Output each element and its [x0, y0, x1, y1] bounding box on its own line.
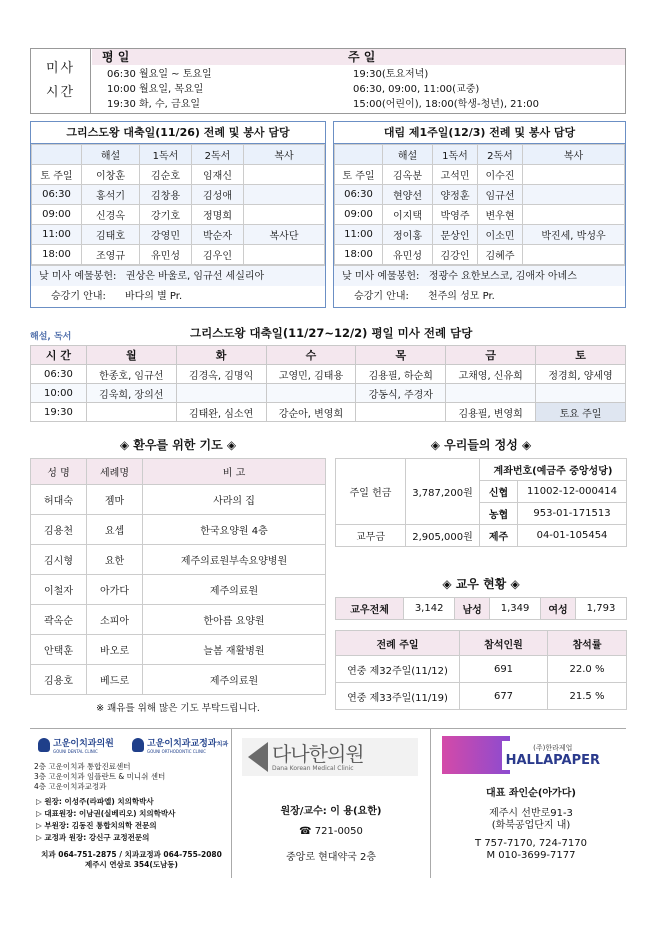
cell	[523, 245, 625, 265]
cell: 요한	[87, 545, 143, 575]
table-row	[31, 485, 326, 515]
staff-line: ▷ 대표원장: 이남권(실베리오) 치의학박사	[36, 809, 176, 818]
cell: 11:00	[335, 225, 383, 245]
cell: 소피아	[87, 605, 143, 635]
offering-note	[334, 265, 625, 286]
cell: 안택훈	[31, 635, 87, 665]
cell: 김용필, 하순희	[356, 365, 446, 384]
clinic-logo-icon	[248, 742, 268, 772]
offering-value: 권상은 바울로, 임규선 세실리아	[125, 271, 265, 282]
paper-mobile: M 010-3699-7177	[486, 850, 576, 861]
cell: 변우현	[478, 205, 523, 225]
table-row	[32, 165, 325, 185]
dues-label: 교무금	[336, 525, 406, 547]
weekday-header: 평 일	[92, 49, 338, 65]
cell: 곽옥순	[31, 605, 87, 635]
cell: 바오로	[87, 635, 143, 665]
cell: 베드로	[87, 665, 143, 695]
table-row	[31, 384, 626, 403]
table-row	[32, 205, 325, 225]
weekday-line: 19:30 화, 수, 금요일	[107, 99, 201, 110]
table-row	[336, 656, 627, 683]
cell	[523, 165, 625, 185]
sunday-offering-label: 주일 헌금	[336, 459, 406, 525]
cell: 10:00	[31, 384, 87, 403]
bank-name: 신협	[480, 481, 518, 503]
table-row	[31, 365, 626, 384]
cell: 김태완, 심소연	[176, 403, 266, 422]
table-row	[31, 605, 326, 635]
cell: 이수진	[478, 165, 523, 185]
tooth-icon	[132, 738, 144, 752]
cell: 이소민	[478, 225, 523, 245]
table-row	[32, 185, 325, 205]
col-header: 비 고	[143, 459, 326, 485]
mass-time-box	[30, 48, 626, 114]
cell	[523, 185, 625, 205]
cell: 김용필, 변영희	[446, 403, 536, 422]
cell: 06:30	[335, 185, 383, 205]
cell: 정명희	[192, 205, 244, 225]
dental-floors	[34, 762, 165, 792]
cell: 09:00	[335, 205, 383, 225]
floor-line: 3층 고운이치과 임플란트 & 미니쉬 센터	[34, 772, 166, 781]
col-header: 2독서	[192, 145, 244, 165]
cell: 강영민	[140, 225, 192, 245]
cell: 요셉	[87, 515, 143, 545]
hymn-note	[31, 286, 325, 307]
cell: 김경옥, 김명익	[176, 365, 266, 384]
paper-logo	[442, 736, 612, 774]
members-title: ◈ 교우 현황 ◈	[442, 577, 520, 591]
account-header: 계좌번호(예금주 중앙성당)	[480, 459, 627, 481]
col-header: 월	[86, 346, 176, 365]
cell: 22.0 %	[548, 656, 627, 683]
dental-phone: 치과 064-751-2875 / 치과교정과 064-755-2080	[41, 850, 222, 859]
table-row	[31, 545, 326, 575]
cell: 제주의료원	[143, 665, 326, 695]
offering-label: 낮 미사 예물봉헌:	[342, 271, 420, 282]
clinic-name-en: Dana Korean Medical Clinic	[272, 764, 354, 772]
bank-name: 농협	[480, 503, 518, 525]
offering-note	[31, 265, 325, 286]
cell: 김시형	[31, 545, 87, 575]
col-header: 1독서	[433, 145, 478, 165]
cell: 김욱희, 장의선	[86, 384, 176, 403]
cell	[446, 384, 536, 403]
dental-logo-1-en: GOUNI DENTAL CLINIC	[53, 749, 98, 754]
cell: 허대숙	[31, 485, 87, 515]
col-header: 참석률	[548, 631, 627, 656]
table-row	[335, 205, 625, 225]
ads-divider	[231, 728, 232, 878]
cell: 토 주일	[335, 165, 383, 185]
col-header: 복사	[523, 145, 625, 165]
cell: 연중 제33주일(11/19)	[336, 683, 460, 710]
cell	[86, 403, 176, 422]
hymn-note	[334, 286, 625, 307]
table-row	[32, 245, 325, 265]
cell: 김순호	[140, 165, 192, 185]
weekday-title: 그리스도왕 대축일(11/27~12/2) 평일 미사 전례 담당	[190, 326, 473, 340]
account-number: 953-01-171513	[518, 503, 627, 525]
dues-amount: 2,905,000원	[406, 525, 480, 547]
cell	[176, 384, 266, 403]
table-row	[335, 165, 625, 185]
cell: 박영주	[433, 205, 478, 225]
prayer-table	[30, 458, 326, 695]
account-number: 11002-12-000414	[518, 481, 627, 503]
mass-label-2: 시간	[45, 85, 76, 100]
sunday-header: 주 일	[338, 49, 625, 65]
table-header-row	[31, 346, 626, 365]
cell: 문상인	[433, 225, 478, 245]
dental-logo-2	[132, 736, 228, 754]
ads-divider	[430, 728, 431, 878]
paper-company-en: HALLAPAPER	[505, 752, 600, 768]
col-header: 성 명	[31, 459, 87, 485]
cell	[356, 403, 446, 422]
cell	[244, 245, 325, 265]
col-header: 목	[356, 346, 446, 365]
dental-logo-2-tag: 치과	[216, 741, 229, 748]
hymn-value: 천주의 성모 Pr.	[427, 291, 495, 302]
col-header: 화	[176, 346, 266, 365]
total-label: 교우전체	[336, 598, 404, 620]
cell: 임재신	[192, 165, 244, 185]
offering-label: 낮 미사 예물봉헌:	[39, 271, 117, 282]
cell: 이지택	[383, 205, 433, 225]
dental-ad	[34, 736, 229, 876]
hymn-value: 바다의 별 Pr.	[124, 291, 183, 302]
cell: 강기호	[140, 205, 192, 225]
col-header	[32, 145, 82, 165]
table-row	[31, 575, 326, 605]
cell: 토요 주일	[536, 403, 626, 422]
dental-logo-2-text: 고운이치과교정과	[147, 739, 217, 749]
table-header-row	[31, 459, 326, 485]
floor-line: 2층 고운이치과 통합진료센터	[34, 762, 131, 771]
duty-left-table	[31, 144, 325, 265]
cell: 김혜주	[478, 245, 523, 265]
cell: 신경옥	[82, 205, 140, 225]
cell: 홍석기	[82, 185, 140, 205]
sunday-line: 06:30, 09:00, 11:00(교중)	[353, 84, 480, 95]
total-value: 3,142	[404, 598, 455, 620]
cell: 김강인	[433, 245, 478, 265]
hymn-label: 승강기 안내:	[354, 291, 409, 302]
cell: 21.5 %	[548, 683, 627, 710]
dental-logo-1-text: 고운이치과의원	[53, 739, 114, 749]
col-header: 수	[266, 346, 356, 365]
cell: 제주의료원	[143, 575, 326, 605]
dental-logo-1	[38, 736, 114, 754]
female-value: 1,793	[576, 598, 627, 620]
table-row	[335, 225, 625, 245]
paper-ad	[436, 736, 626, 876]
col-header: 2독서	[478, 145, 523, 165]
weekday-table	[30, 345, 626, 422]
staff-line: ▷ 부원장: 김동진 통합치의학 전문의	[36, 821, 157, 830]
col-header: 토	[536, 346, 626, 365]
clinic-logo	[242, 738, 418, 776]
duty-left-title: 그리스도왕 대축일(11/26) 전례 및 봉사 담당	[31, 122, 325, 144]
cell: 토 주일	[32, 165, 82, 185]
paper-ceo: 대표 좌인순(아가다)	[486, 788, 576, 799]
cell	[266, 384, 356, 403]
table-row	[31, 403, 626, 422]
col-header: 해설	[383, 145, 433, 165]
paper-company-kr: (주)한라제업	[533, 743, 573, 752]
prayer-note: ※ 쾌유를 위해 많은 기도 부탁드립니다.	[96, 703, 260, 714]
cell	[244, 165, 325, 185]
duty-right-title: 대림 제1주일(12/3) 전례 및 봉사 담당	[334, 122, 625, 144]
duty-left-box	[30, 121, 326, 308]
cell: 현양선	[383, 185, 433, 205]
clinic-name: 다나한의원	[272, 741, 364, 766]
cell: 젬마	[87, 485, 143, 515]
cell: 양정훈	[433, 185, 478, 205]
sunday-line: 19:30(토요저녁)	[353, 69, 429, 80]
table-header-row	[335, 145, 625, 165]
cell: 김창용	[140, 185, 192, 205]
cell: 고영민, 김태용	[266, 365, 356, 384]
cell: 조영규	[82, 245, 140, 265]
table-row	[335, 185, 625, 205]
table-row	[335, 245, 625, 265]
duty-right-table	[334, 144, 625, 265]
attendance-table	[335, 630, 627, 710]
hymn-label: 승강기 안내:	[51, 291, 106, 302]
cell: 11:00	[32, 225, 82, 245]
col-header: 전례 주일	[336, 631, 460, 656]
cell: 박진세, 박성우	[523, 225, 625, 245]
table-row	[31, 515, 326, 545]
cell: 김태호	[82, 225, 140, 245]
cell: 유민성	[383, 245, 433, 265]
cell: 고석민	[433, 165, 478, 185]
cell: 김우인	[192, 245, 244, 265]
cell: 이창훈	[82, 165, 140, 185]
col-header: 참석인원	[460, 631, 548, 656]
cell	[244, 185, 325, 205]
cell: 677	[460, 683, 548, 710]
male-value: 1,349	[490, 598, 541, 620]
cell: 한아름 요양원	[143, 605, 326, 635]
clinic-phone: ☎ 721-0050	[299, 826, 363, 837]
table-row	[31, 635, 326, 665]
dental-contact	[34, 850, 229, 870]
weekday-line: 10:00 월요일, 목요일	[107, 84, 204, 95]
cell: 정이홍	[383, 225, 433, 245]
dental-staff	[36, 796, 175, 844]
cell: 박순자	[192, 225, 244, 245]
cell: 유민성	[140, 245, 192, 265]
female-label: 여성	[541, 598, 576, 620]
mass-time-label	[31, 49, 91, 113]
offering-table	[335, 458, 627, 547]
col-header: 시 간	[31, 346, 87, 365]
cell: 복사단	[244, 225, 325, 245]
cell: 강순아, 변영희	[266, 403, 356, 422]
col-header: 1독서	[140, 145, 192, 165]
mass-label-1: 미사	[45, 61, 76, 76]
prayer-title: ◈ 환우를 위한 기도 ◈	[119, 438, 237, 452]
cell: 강동식, 주경자	[356, 384, 446, 403]
cell: 691	[460, 656, 548, 683]
bank-name: 제주	[480, 525, 518, 547]
cell: 18:00	[32, 245, 82, 265]
sunday-line: 15:00(어린이), 18:00(학생-청년), 21:00	[353, 99, 540, 110]
col-header: 해설	[82, 145, 140, 165]
cell: 06:30	[32, 185, 82, 205]
clinic-address: 중앙로 현대약국 2층	[286, 852, 376, 863]
col-header: 복사	[244, 145, 325, 165]
table-row	[336, 683, 627, 710]
cell: 김용호	[31, 665, 87, 695]
table-row	[336, 459, 627, 481]
dental-address: 제주시 연삼로 354(도남동)	[85, 860, 178, 869]
offering-value: 정광수 요한보스코, 김애자 아녜스	[428, 271, 577, 282]
table-header-row	[32, 145, 325, 165]
clinic-director: 원장/교수: 이 용(요한)	[280, 806, 382, 817]
weekday-line: 06:30 월요일 ~ 토요일	[107, 69, 212, 80]
table-row	[32, 225, 325, 245]
male-label: 남성	[455, 598, 490, 620]
account-number: 04-01-105454	[518, 525, 627, 547]
dental-logo-2-en: GOUNI ORTHODONTIC CLINIC	[147, 749, 206, 754]
cell: 한종호, 임규선	[86, 365, 176, 384]
cell: 고채영, 신유희	[446, 365, 536, 384]
cell: 이철자	[31, 575, 87, 605]
cell	[523, 205, 625, 225]
clinic-ad	[236, 736, 426, 876]
offering-title: ◈ 우리들의 정성 ◈	[430, 438, 532, 452]
cell: 아가다	[87, 575, 143, 605]
cell: 김용천	[31, 515, 87, 545]
paper-address-1: 제주시 선반로91-3	[489, 808, 573, 819]
cell: 늘봄 재활병원	[143, 635, 326, 665]
col-header: 금	[446, 346, 536, 365]
duty-right-box	[333, 121, 626, 308]
cell: 한국요양원 4층	[143, 515, 326, 545]
tooth-icon	[38, 738, 50, 752]
cell: 18:00	[335, 245, 383, 265]
cell	[536, 384, 626, 403]
col-header: 세례명	[87, 459, 143, 485]
table-row	[336, 598, 627, 620]
ads-divider	[30, 728, 626, 729]
cell: 19:30	[31, 403, 87, 422]
staff-line: ▷ 교정과 원장: 강신구 교정전문의	[36, 833, 150, 842]
cell: 연중 제32주일(11/12)	[336, 656, 460, 683]
weekday-subtitle: 해설, 독서	[30, 332, 72, 342]
cell: 임규선	[478, 185, 523, 205]
cell: 제주의료원부속요양병원	[143, 545, 326, 575]
staff-line: ▷ 원장: 이성주(라파엘) 치의학박사	[36, 797, 154, 806]
cell: 김성애	[192, 185, 244, 205]
floor-line: 4층 고운이치과교정과	[34, 782, 107, 791]
cell: 김옥분	[383, 165, 433, 185]
cell: 정경희, 양세영	[536, 365, 626, 384]
cell: 사라의 집	[143, 485, 326, 515]
members-table	[335, 597, 627, 620]
cell	[244, 205, 325, 225]
col-header	[335, 145, 383, 165]
sunday-offering-amount: 3,787,200원	[406, 459, 480, 525]
paper-tel: T 757-7170, 724-7170	[475, 838, 587, 849]
table-header-row	[336, 631, 627, 656]
paper-address-2: (화북공업단지 내)	[491, 820, 571, 831]
cell: 06:30	[31, 365, 87, 384]
cell: 09:00	[32, 205, 82, 225]
table-row	[31, 665, 326, 695]
